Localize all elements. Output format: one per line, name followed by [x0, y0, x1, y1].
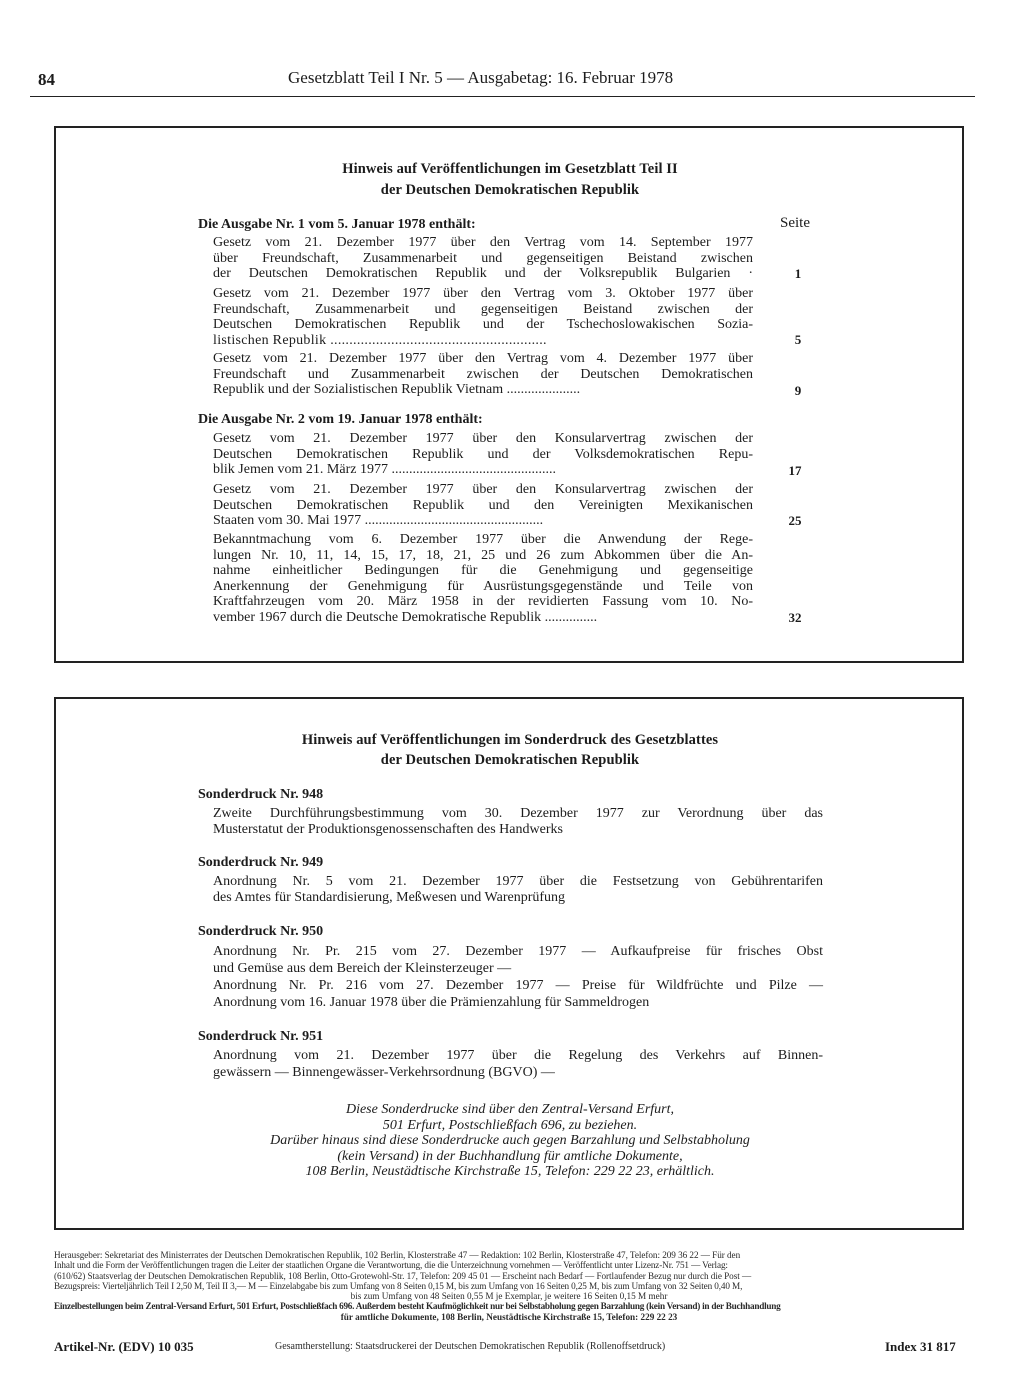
entry-2-1: [213, 431, 753, 478]
sonderdruck-948-text: [213, 806, 823, 838]
entry-line: Anordnung vom 21. Dezember 1977 über die Regelung des Verkehrs auf Binnen-: [213, 1048, 823, 1063]
entry-line: Gesetz vom 21. Dezember 1977 über den Konsularvertrag zwischen der: [213, 431, 753, 446]
note-line: Darüber hinaus sind diese Sonderdrucke auch gegen Barzahlung und Selbstabholung: [270, 1133, 750, 1148]
imprint-line-bold: Einzelbestellungen beim Zentral-Versand Erfurt, 501 Erfurt, Postschließfach 696. Außerdem besteht Kaufmöglichkeit nur bei Selbstabholung gegen Barzahlung (kein Versand) in der Buchhandlung: [54, 1301, 781, 1312]
sonderdruck-heading-948: Sonderdruck Nr. 948: [198, 787, 324, 802]
box2-title-line1: Hinweis auf Veröffentlichungen im Sonderdruck des Gesetzblattes: [301, 732, 719, 748]
entry-line: über Freundschaft, Zusammenarbeit und gegenseitigen Beistand zwischen: [213, 250, 753, 266]
issue-heading-1: Die Ausgabe Nr. 1 vom 5. Januar 1978 enthält:: [198, 217, 476, 232]
entry-line: Freundschaft, Zusammenarbeit und gegenseitigen Beistand zwischen der: [213, 301, 753, 317]
sonderdruck-951-text: [213, 1047, 823, 1081]
entry-line: des Amtes für Standardisierung, Meßwesen und Warenprüfung: [213, 890, 566, 905]
page-ref: 32: [788, 610, 802, 625]
entry-line: Freundschaft und Zusammenarbeit zwischen der Deutschen Demokratischen: [213, 366, 753, 382]
imprint-line-bold: für amtliche Dokumente, 108 Berlin, Neustädtische Kirchstraße 15, Telefon: 229 22 23: [340, 1311, 678, 1322]
article-number: Artikel-Nr. (EDV) 10 035: [54, 1339, 194, 1354]
page-ref: 1: [794, 266, 802, 281]
entry-line: Anordnung vom 16. Januar 1978 über die Prämienzahlung für Sammeldrogen: [213, 995, 650, 1010]
imprint-line: Inhalt und die Form der Veröffentlichungen tragen die Leiter der staatlichen Organe die Verantwortung, die die Unterzeichnung vornehmen — Veröffentlicht unter Lizenz-Nr. 751 — Verlag:: [54, 1260, 728, 1271]
page-ref: 17: [788, 463, 802, 478]
sonderdruck-heading-951: Sonderdruck Nr. 951: [198, 1029, 324, 1044]
entry-2-3: [213, 532, 753, 626]
printer-credit: Gesamtherstellung: Staatsdruckerei der Deutschen Demokratischen Republik (Rollenoffsetdruck): [275, 1341, 666, 1352]
entry-line: Anordnung Nr. Pr. 216 vom 27. Dezember 1977 — Preise für Wildfrüchte und Pilze —: [213, 978, 823, 993]
entry-line: Musterstatut der Produktionsgenossenschaften des Handwerks: [213, 822, 563, 837]
box1-title-line2: der Deutschen Demokratischen Republik: [380, 182, 640, 198]
entry-line: Gesetz vom 21. Dezember 1977 über den Vertrag vom 14. September 1977: [213, 235, 753, 250]
entry-line: nahme einheitlicher Bedingungen für die Genehmigung und gegenseitige: [213, 563, 753, 579]
entry-line: Staaten vom 30. Mai 1977 ...................................................: [213, 513, 544, 529]
imprint-line: bis zum Umfang von 48 Seiten 0,55 M je Exemplar, je weitere 16 Seiten 0,15 M mehr: [350, 1291, 668, 1302]
entry-line: Bekanntmachung vom 6. Dezember 1977 über die Anwendung der Rege-: [213, 532, 753, 547]
page-ref: 5: [794, 332, 802, 347]
header-rule: [30, 96, 975, 97]
entry-line: vember 1967 durch die Deutsche Demokratische Republik ...............: [213, 609, 598, 625]
entry-line: listischen Republik .........................................................: [213, 332, 547, 348]
imprint-line: Herausgeber: Sekretariat des Ministerrates der Deutschen Demokratischen Republik, 102 Berlin, Klosterstraße 47 — Redaktion: 102 Berlin, Klosterstraße 47, Telefon: 209 36 22 — Für den: [54, 1250, 741, 1260]
entry-line: Zweite Durchführungsbestimmung vom 30. Dezember 1977 zur Verordnung über das: [213, 806, 823, 821]
entry-line: Deutschen Demokratischen Republik und der Tschechoslowakischen Sozia-: [213, 317, 753, 333]
page-column-label: Seite: [780, 215, 810, 231]
entry-line: blik Jemen vom 21. März 1977 ...............................................: [213, 462, 556, 478]
entry-line: der Deutschen Demokratischen Republik und der Volksrepublik Bulgarien ·: [213, 266, 753, 282]
note-line: 501 Erfurt, Postschließfach 696, zu beziehen.: [382, 1117, 638, 1133]
entry-line: und Gemüse aus dem Bereich der Kleinsterzeuger —: [213, 961, 512, 976]
entry-line: Deutschen Demokratischen Republik und den Vereinigten Mexikanischen: [213, 497, 753, 513]
entry-line: Gesetz vom 21. Dezember 1977 über den Vertrag vom 4. Dezember 1977 über: [213, 351, 753, 366]
entry-line: gewässern — Binnengewässer-Verkehrsordnung (BGVO) —: [213, 1065, 555, 1080]
entry-line: Anerkennung der Genehmigung für Ausrüstungsgegenstände und Teile von: [213, 578, 753, 594]
entry-line: Anordnung Nr. Pr. 215 vom 27. Dezember 1977 — Aufkaufpreise für frisches Obst: [213, 944, 823, 959]
sonderdruck-949-text: [213, 874, 823, 906]
box2-title-line2: der Deutschen Demokratischen Republik: [380, 752, 640, 768]
sonderdruck-heading-950: Sonderdruck Nr. 950: [198, 924, 324, 939]
page-number: 84: [38, 70, 55, 89]
note-line: 108 Berlin, Neustädtische Kirchstraße 15, Telefon: 229 22 23, erhältlich.: [305, 1164, 715, 1179]
entry-line: Deutschen Demokratischen Republik und der Volksdemokratischen Repu-: [213, 446, 753, 462]
imprint-line: Bezugspreis: Vierteljährlich Teil I 2,50 M, Teil II 3,— M — Einzelabgabe bis zum Umfang von 8 Seiten 0,15 M, bis zum Umfang von 16 Seiten 0,25 M, bis zum Umfang von 32 Seiten 0,40 M,: [54, 1280, 743, 1291]
running-title: Gesetzblatt Teil I Nr. 5 — Ausgabetag: 16. Februar 1978: [288, 68, 674, 87]
entry-2-2: [213, 482, 753, 529]
entry-1-2: [213, 286, 753, 348]
note-line: (kein Versand) in der Buchhandlung für amtliche Dokumente,: [337, 1148, 683, 1164]
entry-1-3: [213, 351, 753, 398]
entry-line: lungen Nr. 10, 11, 14, 15, 17, 18, 21, 25 und 26 zum Abkommen über die An-: [213, 547, 753, 563]
imprint: [54, 1250, 964, 1322]
page-ref: 9: [794, 383, 802, 398]
sonderdruck-950-text: [213, 943, 823, 1011]
index-number: Index 31 817: [885, 1339, 956, 1354]
box1-title-line1: Hinweis auf Veröffentlichungen im Gesetzblatt Teil II: [342, 161, 678, 177]
issue-heading-2: Die Ausgabe Nr. 2 vom 19. Januar 1978 enthält:: [198, 412, 483, 427]
imprint-line: (610/62) Staatsverlag der Deutschen Demokratischen Republik, 108 Berlin, Otto-Grotewohl-Str. 17, Telefon: 209 45 01 — Erscheint nach Bedarf — Fortlaufender Bezug nur durch die Post —: [54, 1270, 752, 1281]
entry-line: Republik und der Sozialistischen Republik Vietnam .....................: [213, 382, 581, 398]
entry-line: Kraftfahrzeugen vom 20. März 1958 in der revidierten Fassung vom 10. No-: [213, 594, 753, 610]
entry-1-1: [213, 235, 753, 282]
sonderdruck-heading-949: Sonderdruck Nr. 949: [198, 855, 324, 870]
entry-line: Anordnung Nr. 5 vom 21. Dezember 1977 über die Festsetzung von Gebührentarifen: [213, 874, 823, 889]
note-line: Diese Sonderdrucke sind über den Zentral-Versand Erfurt,: [345, 1102, 675, 1117]
entry-line: Gesetz vom 21. Dezember 1977 über den Vertrag vom 3. Oktober 1977 über: [213, 286, 753, 301]
page-ref: 25: [788, 513, 802, 528]
entry-line: Gesetz vom 21. Dezember 1977 über den Konsularvertrag zwischen der: [213, 482, 753, 497]
distribution-note: [160, 1102, 860, 1180]
